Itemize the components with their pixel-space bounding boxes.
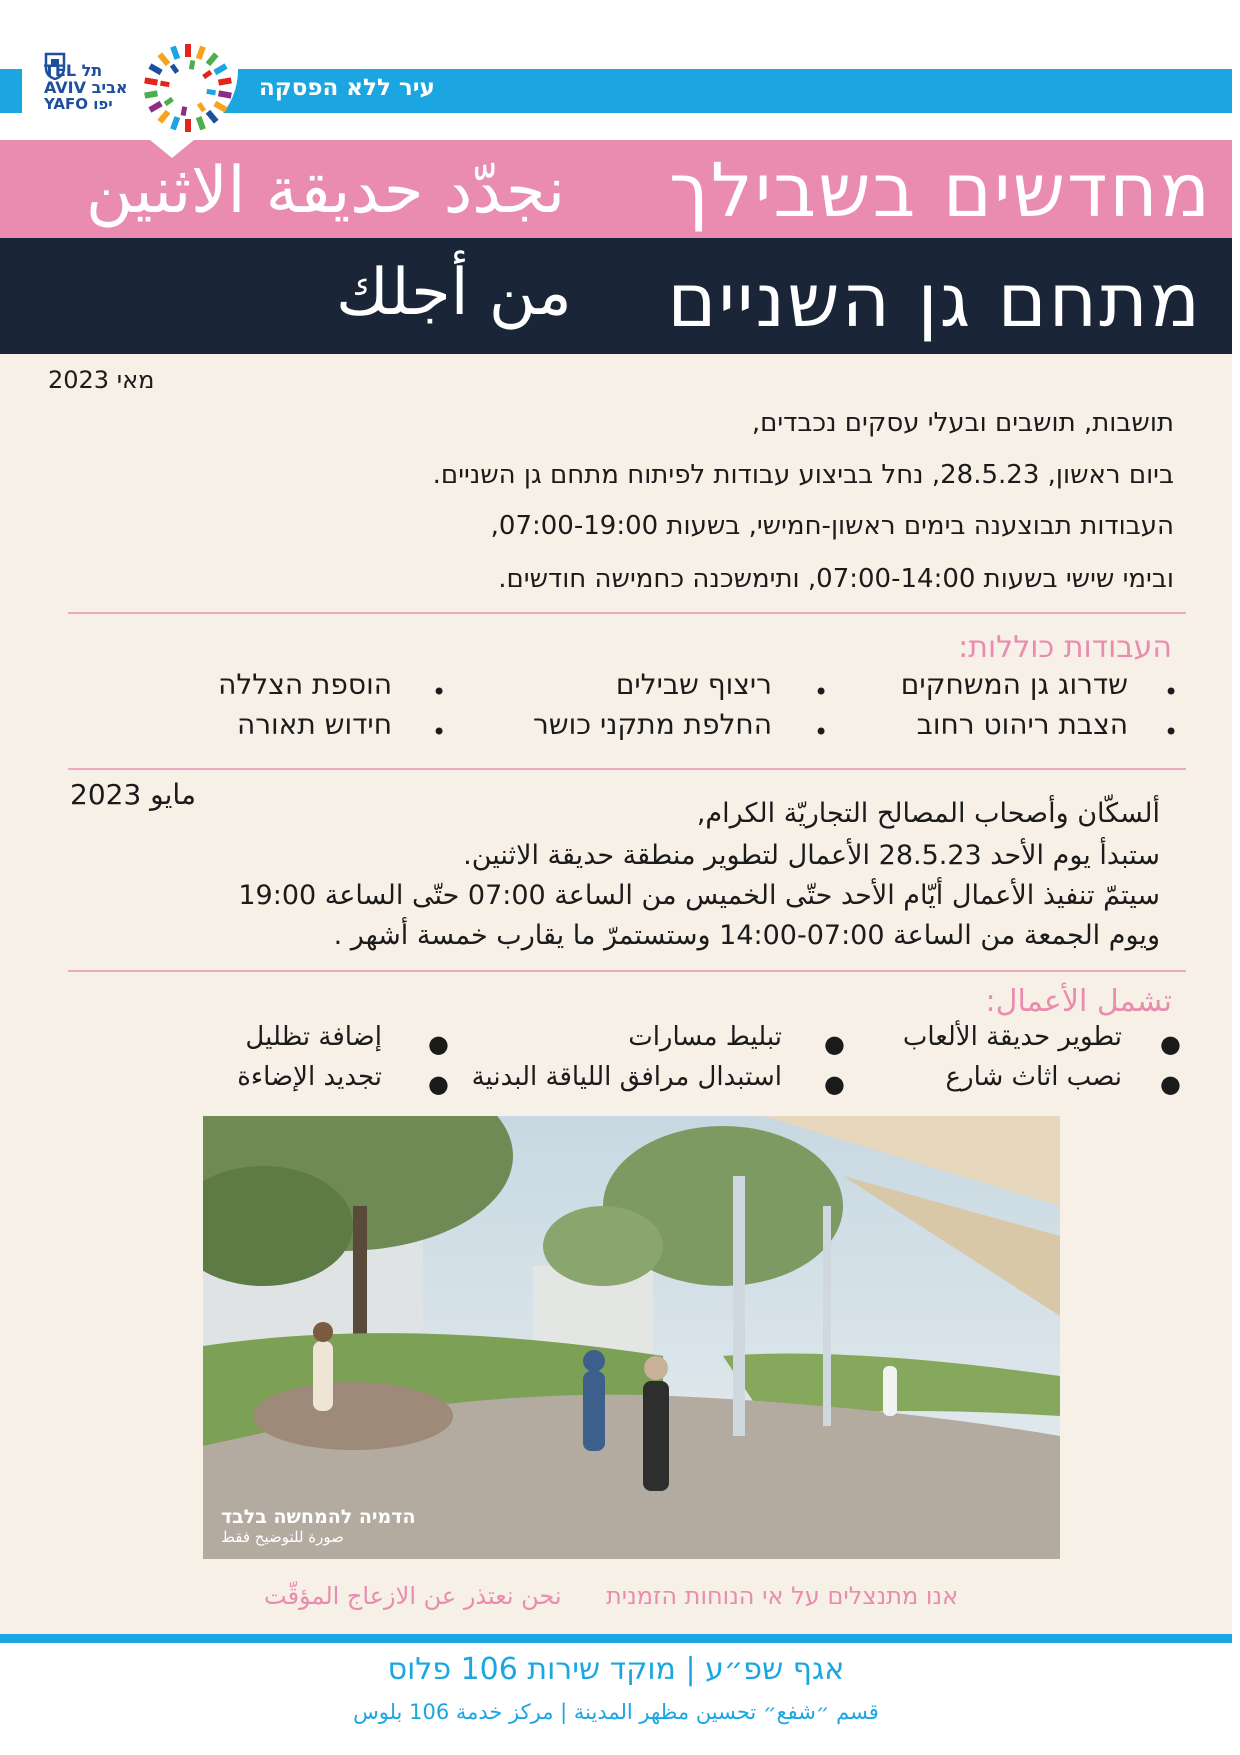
image-caption <box>221 1506 416 1546</box>
hebrew-paragraph-line: תושבות, תושבים ובעלי עסקים נכבדים, <box>751 408 1174 438</box>
hebrew-paragraph-line: ובימי שישי בשעות 07:00-14:00, ותימשכנה כחמישה חודשים. <box>498 564 1174 594</box>
hebrew-paragraph-line: העבודות תבוצענה בימים ראשון-חמישי, בשעות 07:00-19:00, <box>490 511 1174 541</box>
bullet-icon: ● <box>428 1030 449 1058</box>
hebrew-work-item: הצבת ריהוט רחוב <box>916 708 1128 741</box>
arabic-work-item: نصب اثاث شارع <box>945 1062 1122 1092</box>
subtitle-arabic: من أجلك <box>336 256 572 330</box>
hebrew-works-title: העבודות כוללות: <box>958 630 1172 665</box>
title-hebrew: מחדשים בשבילך <box>669 148 1212 234</box>
arabic-work-item: تطوير حديقة الألعاب <box>902 1022 1122 1052</box>
subtitle-band <box>0 238 1232 354</box>
arabic-paragraph-line: سيتمّ تنفيذ الأعمال أيّام الأحد حتّى الخميس من الساعة 07:00 حتّى الساعة 19:00 <box>238 880 1160 911</box>
hebrew-work-item: שדרוג גן המשחקים <box>900 668 1128 701</box>
heart-notch-decoration <box>150 140 194 158</box>
footer-hebrew: אגף שפ״ע | מוקד שירות 106 פלוס <box>387 1652 845 1687</box>
bullet-icon: • <box>432 678 447 706</box>
section-divider <box>68 768 1186 770</box>
arabic-paragraph-line: ويوم الجمعة من الساعة 07:00-14:00 وستستمرّ ما يقارب خمسة أشهر . <box>333 920 1160 951</box>
title-arabic: نجدّد حديقة الاثنين <box>86 154 565 228</box>
apology-hebrew: אנו מתנצלים על אי הנוחות הזמנית <box>606 1582 959 1610</box>
hebrew-paragraph-line: ביום ראשון, 28.5.23, נחל בביצוע עבודות לפיתוח מתחם גן השניים. <box>432 460 1174 490</box>
apology-arabic: نحن نعتذر عن الازعاج المؤقّت <box>264 1582 562 1610</box>
arabic-paragraph-line: ألسكّان وأصحاب المصالح التجاريّة الكرام, <box>696 798 1160 829</box>
footer-arabic: قسم ״شفع״ تحسين مظهر المدينة | مركز خدمة 106 بلوس <box>353 1700 879 1724</box>
date-arabic: مايو 2023 <box>70 778 196 811</box>
bullet-icon: ● <box>1160 1070 1181 1098</box>
arabic-work-item: تبليط مسارات <box>628 1022 782 1052</box>
hebrew-work-item: חידוש תאורה <box>236 708 392 741</box>
date-hebrew: מאי 2023 <box>48 366 155 394</box>
city-logo-sun-icon <box>140 40 236 136</box>
subtitle-hebrew: מתחם גן השניים <box>667 258 1202 344</box>
section-divider <box>68 970 1186 972</box>
bullet-icon: ● <box>1160 1030 1181 1058</box>
bullet-icon: • <box>814 718 829 746</box>
hebrew-work-item: הוספת הצללה <box>218 668 392 701</box>
city-logo-text: TEL תל AVIV אביב YAFO יפו <box>44 61 128 113</box>
park-rendering-image <box>203 1116 1060 1559</box>
bullet-icon: • <box>432 718 447 746</box>
bullet-icon: • <box>814 678 829 706</box>
bullet-icon: • <box>1164 678 1179 706</box>
image-caption-hebrew: הדמיה להמחשה בלבד <box>221 1506 416 1528</box>
arabic-work-item: إضافة تظليل <box>245 1022 382 1052</box>
hebrew-work-item: החלפת מתקני כושר <box>532 708 772 741</box>
arabic-work-item: تجديد الإضاءة <box>237 1062 382 1092</box>
bullet-icon: ● <box>824 1030 845 1058</box>
city-slogan: עיר ללא הפסקה <box>259 75 435 101</box>
footer-stripe <box>0 1634 1232 1643</box>
section-divider <box>68 612 1186 614</box>
arabic-work-item: استبدال مرافق اللياقة البدنية <box>471 1062 782 1092</box>
bullet-icon: ● <box>824 1070 845 1098</box>
hebrew-work-item: ריצוף שבילים <box>615 668 772 701</box>
image-caption-arabic: صورة للتوضيح فقط <box>221 1528 344 1546</box>
arabic-paragraph-line: ستبدأ يوم الأحد 28.5.23 الأعمال لتطوير منطقة حديقة الاثنين. <box>463 840 1160 871</box>
arabic-works-title: تشمل الأعمال: <box>985 984 1172 1019</box>
bullet-icon: ● <box>428 1070 449 1098</box>
bullet-icon: • <box>1164 718 1179 746</box>
